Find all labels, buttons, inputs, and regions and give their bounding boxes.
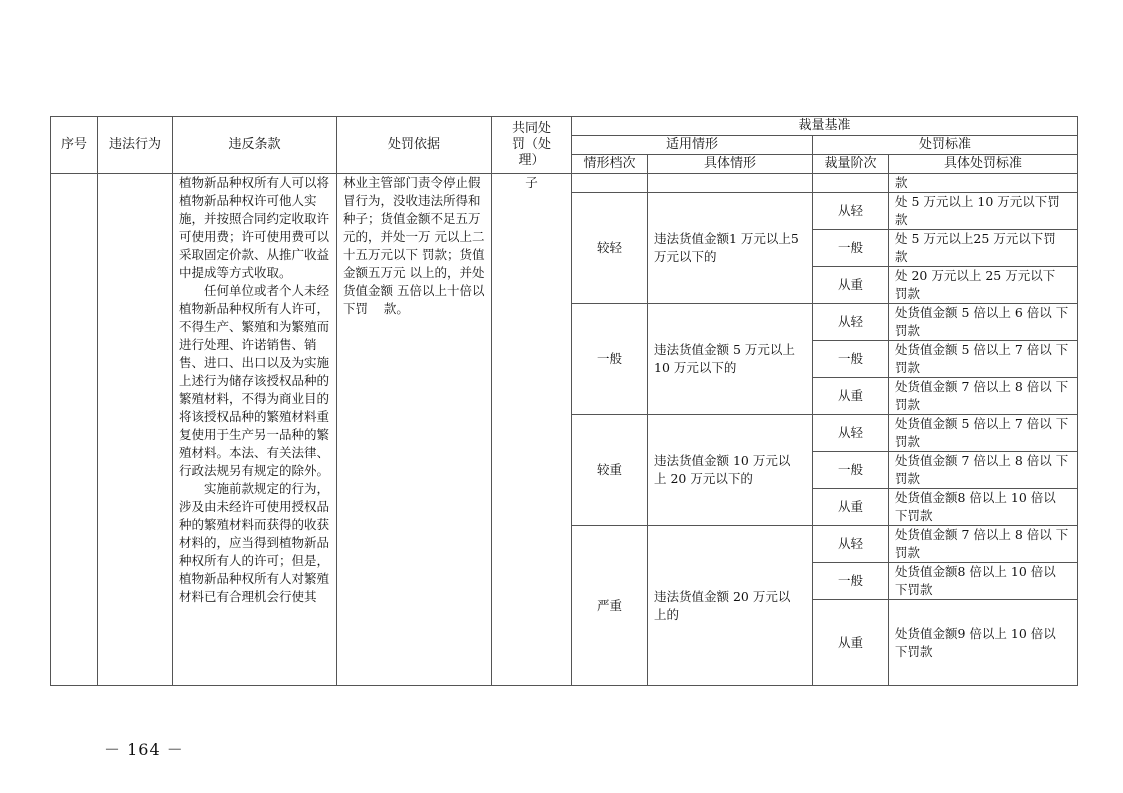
header-penalty-basis: 处罚依据	[337, 117, 492, 174]
clause-paragraph: 实施前款规定的行为，涉及由未经许可使用授权品种的繁殖材料而获得的收获材料的，应当得到植物新品种权所有人的许可；但是，植物新品种权所有人对繁殖材料已有合理机会行使其	[179, 481, 330, 604]
circumstance-text: 违法货值金额 5 万元以上 10 万元以下的	[648, 304, 813, 415]
cell-circumstance-carryover	[648, 174, 813, 193]
stage-standard: 处货值金额 5 倍以上 7 倍以 下罚款	[889, 341, 1078, 378]
stage-label: 一般	[813, 452, 889, 489]
stage-label: 从重	[813, 489, 889, 526]
stage-standard: 处 5 万元以上25 万元以下罚 款	[889, 230, 1078, 267]
stage-label: 从轻	[813, 526, 889, 563]
stage-standard: 处 5 万元以上 10 万元以下罚 款	[889, 193, 1078, 230]
clause-paragraph: 任何单位或者个人未经植物新品种权所有人许可，不得生产、繁殖和为繁殖而进行处理、许诺销售、销售、进口、出口以及为实施上述行为储存该授权品种的繁殖材料，不得为商业目的将该授权品种的繁殖材料重复使用于生产另一品种的繁殖材料。本法、有关法律、行政法规另有规定的除外。	[179, 283, 330, 478]
stage-label: 从轻	[813, 193, 889, 230]
stage-label: 从重	[813, 267, 889, 304]
stage-standard: 处货值金额 5 倍以上 6 倍以 下罚款	[889, 304, 1078, 341]
header-applicable-circumstances: 适用情形	[572, 136, 813, 155]
level-label: 严重	[572, 526, 648, 686]
stage-label: 从轻	[813, 415, 889, 452]
penalty-discretion-table	[50, 116, 1078, 686]
header-discretion-stage: 裁量阶次	[813, 155, 889, 174]
stage-label: 从轻	[813, 304, 889, 341]
stage-standard: 处货值金额 5 倍以上 7 倍以 下罚款	[889, 415, 1078, 452]
cell-violated-clause	[173, 174, 337, 686]
stage-label: 一般	[813, 230, 889, 267]
level-label: 一般	[572, 304, 648, 415]
header-violation: 违法行为	[98, 117, 173, 174]
stage-standard: 处货值金额8 倍以上 10 倍以 下罚款	[889, 489, 1078, 526]
stage-standard: 处货值金额 7 倍以上 8 倍以 下罚款	[889, 526, 1078, 563]
level-label: 较重	[572, 415, 648, 526]
circumstance-text: 违法货值金额1 万元以上5 万元以下的	[648, 193, 813, 304]
header-violated-clause: 违反条款	[173, 117, 337, 174]
stage-standard: 处货值金额8 倍以上 10 倍以 下罚款	[889, 563, 1078, 600]
page-number: － 164 －	[104, 740, 184, 759]
cell-stage-carryover	[813, 174, 889, 193]
header-discretion-standard: 裁量基准	[572, 117, 1078, 136]
clause-paragraph: 植物新品种权所有人可以将植物新品种权许可他人实施，并按照合同约定收取许可使用费；许可使用费可以采取固定价款、从推广收益中提成等方式收取。	[179, 175, 330, 280]
cell-violation	[98, 174, 173, 686]
header-specific-penalty-standard: 具体处罚标准	[889, 155, 1078, 174]
header-circumstance-level: 情形档次	[572, 155, 648, 174]
cell-penalty-basis: 林业主管部门责令停止假冒行为，没收违法所得和种子；货值金额不足五万元的，并处一万 元以上二十五万元以下 罚款；货值金额五万元 以上的，并处货值金额 五倍以上十倍以下罚 款。	[337, 174, 492, 686]
stage-standard: 处货值金额9 倍以上 10 倍以 下罚款	[889, 600, 1078, 686]
header-common-penalty: 共同处罚（处理）	[492, 117, 572, 174]
header-specific-circumstances: 具体情形	[648, 155, 813, 174]
cell-level-carryover	[572, 174, 648, 193]
header-seq: 序号	[51, 117, 98, 174]
stage-label: 从重	[813, 378, 889, 415]
circumstance-text: 违法货值金额 10 万元以 上 20 万元以下的	[648, 415, 813, 526]
stage-label: 一般	[813, 563, 889, 600]
cell-common-penalty: 子	[492, 174, 572, 686]
header-penalty-standard: 处罚标准	[813, 136, 1078, 155]
stage-standard: 处货值金额 7 倍以上 8 倍以 下罚款	[889, 378, 1078, 415]
stage-standard: 处货值金额 7 倍以上 8 倍以 下罚款	[889, 452, 1078, 489]
circumstance-text: 违法货值金额 20 万元以 上的	[648, 526, 813, 686]
level-label: 较轻	[572, 193, 648, 304]
stage-standard: 处 20 万元以上 25 万元以下 罚款	[889, 267, 1078, 304]
stage-label: 一般	[813, 341, 889, 378]
cell-seq	[51, 174, 98, 686]
stage-label: 从重	[813, 600, 889, 686]
cell-standard-carryover: 款	[889, 174, 1078, 193]
